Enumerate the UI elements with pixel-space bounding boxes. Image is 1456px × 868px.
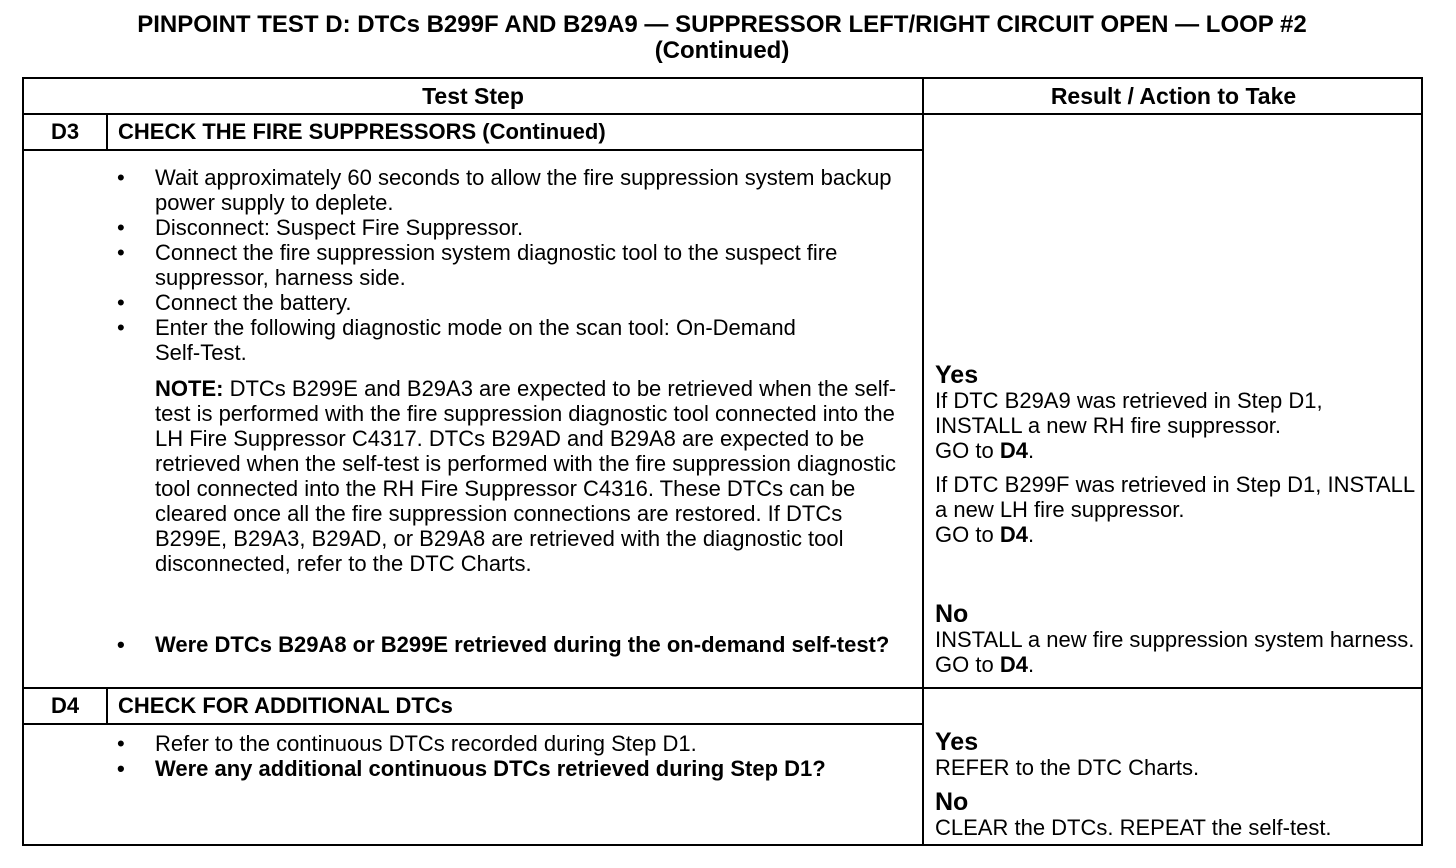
d4-title-divider	[24, 723, 922, 725]
d4-instruction-list	[117, 731, 897, 781]
header-divider	[24, 113, 1423, 115]
d4-yes-text: REFER to the DTC Charts.	[935, 755, 1200, 780]
header-result: Result / Action to Take	[1050, 83, 1297, 109]
d3-yes-lh-text: If DTC B299F was retrieved in Step D1, INSTALL a new LH fire suppressor.	[935, 472, 1415, 522]
d3-question-list	[117, 632, 897, 657]
note-label: NOTE:	[155, 376, 224, 401]
step-d3-title: CHECK THE FIRE SUPPRESSORS (Continued)	[118, 119, 606, 144]
d3-no-text: INSTALL a new fire suppression system harness. GO to	[935, 627, 1415, 677]
title-line-2: (Continued)	[654, 37, 790, 64]
list-item: • Wait approximately 60 seconds to allow the fire suppression system backup power supply to deplete.	[117, 165, 897, 215]
note-text: DTCs B299E and B29A3 are expected to be retrieved when the self-test is performed with the fire suppression diagnostic tool connected into the LH Fire Suppressor C4317. DTCs B29AD and B29A8 are expected to be retrieved when the self-test is performed with the fire suppression diagnostic tool connected into the RH Fire Suppressor C4316. These DTCs can be cleared once all the fire suppression connections are restored. If DTCs B299E, B29A3, B29AD, or B29A8 are retrieved with the diagnostic tool disconnected, refer to the DTC Charts.	[155, 376, 897, 576]
d3-id-divider	[106, 115, 108, 150]
d3-d4-divider	[24, 687, 1423, 689]
list-item: • Disconnect: Suspect Fire Suppressor.	[117, 215, 897, 240]
d3-yes-lh-target: D4	[999, 522, 1028, 547]
list-item: • Refer to the continuous DTCs recorded during Step D1.	[117, 731, 897, 756]
header-test-step: Test Step	[422, 83, 524, 109]
step-d4-title: CHECK FOR ADDITIONAL DTCs	[118, 693, 453, 718]
pinpoint-test-table	[22, 77, 1423, 846]
d3-no-target: D4	[999, 652, 1028, 677]
d3-no: INSTALL a new fire suppression system harness. GO to D4.	[935, 627, 1415, 677]
d4-yes-label: Yes	[935, 728, 979, 756]
step-d4-id: D4	[50, 693, 80, 718]
d3-title-divider	[24, 149, 922, 151]
d3-yes-rh-target: D4	[999, 438, 1028, 463]
d3-result	[935, 362, 1415, 677]
d3-yes-rh-text: If DTC B29A9 was retrieved in Step D1, INSTALL a new RH fire suppressor.	[935, 388, 1323, 438]
column-divider	[922, 79, 924, 846]
d3-yes-label: Yes	[935, 361, 979, 389]
d3-yes-rh: If DTC B29A9 was retrieved in Step D1, INSTALL a new RH fire suppressor. GO to D4.	[935, 388, 1323, 463]
step-d4-question: • Were any additional continuous DTCs retrieved during Step D1?	[117, 756, 897, 781]
list-item: • Connect the fire suppression system diagnostic tool to the suspect fire suppressor, harness side.	[117, 240, 897, 290]
d3-no-label: No	[935, 600, 969, 628]
d4-result	[935, 729, 1415, 840]
page-title	[0, 12, 1444, 64]
d3-instruction-list	[117, 165, 897, 365]
title-line-1: PINPOINT TEST D: DTCs B299F AND B29A9 — SUPPRESSOR LEFT/RIGHT CIRCUIT OPEN — LOOP #2	[137, 11, 1307, 38]
d3-yes-lh: If DTC B299F was retrieved in Step D1, INSTALL a new LH fire suppressor. GO to D4.	[935, 472, 1415, 547]
d3-yes-lh-go: GO to	[935, 522, 994, 547]
list-item: • Enter the following diagnostic mode on the scan tool: On-Demand Self-Test.	[117, 315, 815, 365]
d4-no-label: No	[935, 788, 969, 816]
d3-note	[155, 376, 900, 576]
step-d3-question: • Were DTCs B29A8 or B299E retrieved during the on-demand self-test?	[117, 632, 897, 657]
list-item: • Connect the battery.	[117, 290, 897, 315]
d4-no-text: CLEAR the DTCs. REPEAT the self-test.	[935, 815, 1332, 840]
d4-id-divider	[106, 689, 108, 724]
d3-yes-rh-go: GO to	[935, 438, 994, 463]
step-d3-id: D3	[50, 119, 80, 144]
